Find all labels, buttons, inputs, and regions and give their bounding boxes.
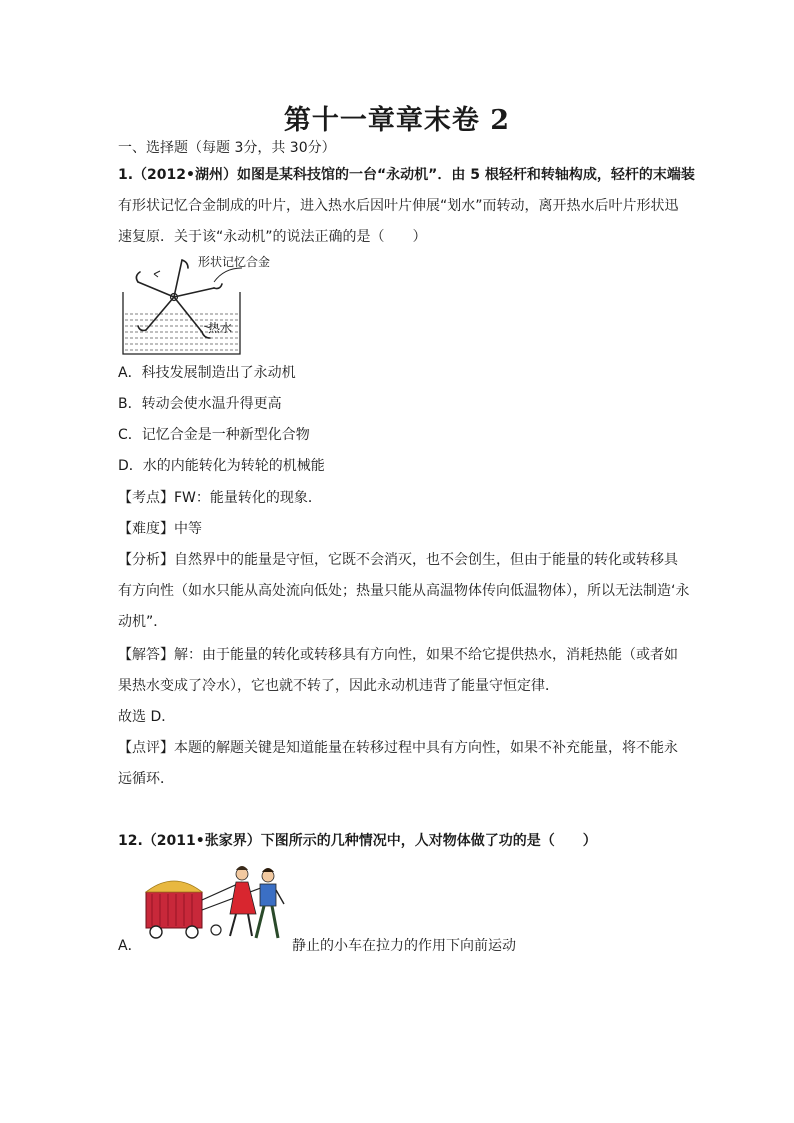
comment-line: 【点评】本题的解题关键是知道能量在转移过程中具有方向性，如果不补充能量，将不能永 xyxy=(118,740,678,756)
comment-line: 远循环． xyxy=(118,771,174,787)
answer-text: 故选 D． xyxy=(118,709,176,725)
option-a: A．科技发展制造出了永动机 xyxy=(118,365,296,381)
q12-option-a-letter: A． xyxy=(118,938,142,954)
page-title: 第十一章章末卷 2 xyxy=(283,105,511,136)
cart-pulling-figure xyxy=(138,860,288,950)
perpetual-motion-figure xyxy=(116,252,296,362)
alloy-label: 形状记忆合金 xyxy=(198,255,271,269)
analysis-line: 【分析】自然界中的能量是守恒，它既不会消灭，也不会创生，但由于能量的转化或转移具 xyxy=(118,552,678,568)
kaodian-text: 【考点】FW：能量转化的现象． xyxy=(118,490,322,506)
option-c: C．记忆合金是一种新型化合物 xyxy=(118,427,310,443)
section-heading: 一、选择题（每题 3分，共 30分） xyxy=(118,140,336,156)
question-1-stem-line: 速复原．关于该“永动机”的说法正确的是（ ） xyxy=(118,229,427,245)
analysis-line: 动机”． xyxy=(118,614,168,630)
option-d: D．水的内能转化为转轮的机械能 xyxy=(118,458,325,474)
option-b: B．转动会使水温升得更高 xyxy=(118,396,282,412)
question-1-stem-line: 有形状记忆合金制成的叶片，进入热水后因叶片伸展“划水”而转动，离开热水后叶片形状迅 xyxy=(118,198,679,214)
difficulty-text: 【难度】中等 xyxy=(118,521,202,537)
solution-line: 果热水变成了冷水），它也就不转了，因此永动机违背了能量守恒定律． xyxy=(118,678,559,694)
question-1-stem-line: 1.（2012•湖州）如图是某科技馆的一台“永动机”．由 5 根轻杆和转轴构成，轻杆的末端装 xyxy=(118,167,695,183)
solution-line: 【解答】解：由于能量的转化或转移具有方向性，如果不给它提供热水，消耗热能（或者如 xyxy=(118,647,678,663)
q12-option-a-text: 静止的小车在拉力的作用下向前运动 xyxy=(292,938,516,954)
analysis-line: 有方向性（如水只能从高处流向低处；热量只能从高温物体传向低温物体），所以无法制造‘永 xyxy=(118,583,690,599)
hot-water-label: 热水 xyxy=(208,321,233,335)
question-12-stem: 12.（2011•张家界）下图所示的几种情况中，人对物体做了功的是（ ） xyxy=(118,833,597,849)
